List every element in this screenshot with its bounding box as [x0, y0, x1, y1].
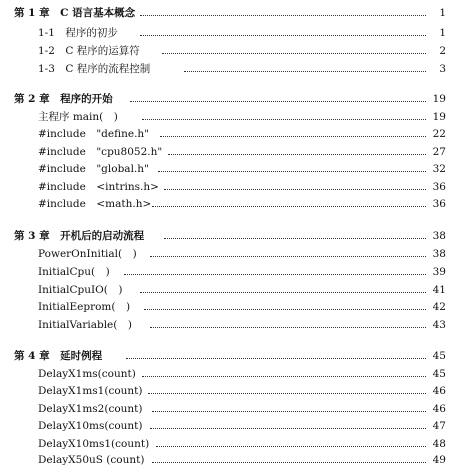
page-number: 36: [432, 198, 446, 210]
page-number: 39: [432, 266, 446, 278]
dot-leader: [158, 171, 426, 172]
entry-title: 1-3 C 程序的流程控制: [38, 63, 151, 75]
dot-leader: [126, 358, 426, 359]
entry-title: DelayX10ms1(count): [38, 438, 150, 450]
dot-leader: [164, 238, 426, 239]
page-number: 32: [432, 163, 446, 175]
entry-title: DelayX1ms2(count): [38, 403, 143, 415]
page-number: 19: [432, 93, 446, 105]
dot-leader: [152, 411, 426, 412]
toc-entry: [0, 401, 464, 417]
toc-entry: [0, 383, 464, 399]
dot-leader: [150, 428, 426, 429]
toc-entry: [0, 452, 464, 468]
dot-leader: [150, 327, 426, 328]
dot-leader: [184, 71, 426, 72]
dot-leader: [160, 136, 426, 137]
toc-entry: [0, 282, 464, 298]
entry-title: PowerOnInitial( ): [38, 248, 137, 260]
toc-entry: [0, 144, 464, 160]
entry-title: #include "define.h": [38, 128, 150, 140]
page-number: 49: [432, 454, 446, 466]
page-number: 38: [432, 230, 446, 242]
dot-leader: [130, 101, 426, 102]
dot-leader: [144, 309, 426, 310]
toc-chapter-1: [0, 5, 464, 21]
dot-leader: [142, 376, 426, 377]
page-number: 1: [439, 27, 446, 39]
toc-entry: [0, 317, 464, 333]
page-number: 2: [439, 45, 446, 57]
entry-title: DelayX50uS (count): [38, 454, 145, 466]
entry-title: 1-2 C 程序的运算符: [38, 45, 140, 57]
page-number: 3: [439, 63, 446, 75]
toc-entry: [0, 25, 464, 41]
page-number: 45: [432, 368, 446, 380]
toc-entry: [0, 196, 464, 212]
dot-leader: [140, 15, 426, 16]
page-number: 42: [432, 301, 446, 313]
entry-title: DelayX1ms1(count): [38, 385, 143, 397]
entry-title: InitialCpu( ): [38, 266, 110, 278]
dot-leader: [150, 256, 426, 257]
toc-chapter-2: [0, 91, 464, 107]
dot-leader: [164, 189, 426, 190]
entry-title: DelayX1ms(count): [38, 368, 136, 380]
toc-entry: [0, 126, 464, 142]
page-number: 1: [439, 7, 446, 19]
entry-title: DelayX10ms(count): [38, 420, 143, 432]
toc-entry: [0, 61, 464, 77]
toc-entry: [0, 161, 464, 177]
dot-leader: [124, 274, 426, 275]
entry-title: #include "global.h": [38, 163, 149, 175]
entry-title: InitialEeprom( ): [38, 301, 131, 313]
chapter-title: 第 2 章 程序的开始: [14, 93, 113, 105]
toc-entry: [0, 109, 464, 125]
page-number: 36: [432, 181, 446, 193]
toc-entry: [0, 366, 464, 382]
chapter-title: 第 1 章 C 语言基本概念: [14, 7, 136, 19]
page-number: 43: [432, 319, 446, 331]
toc-entry: [0, 246, 464, 262]
toc-entry: [0, 43, 464, 59]
toc-chapter-4: [0, 348, 464, 364]
dot-leader: [140, 292, 426, 293]
toc-entry: [0, 418, 464, 434]
dot-leader: [148, 393, 426, 394]
entry-title: #include <math.h>: [38, 198, 152, 210]
page-number: 46: [432, 385, 446, 397]
page-number: 27: [432, 146, 446, 158]
entry-title: InitialVariable( ): [38, 319, 132, 331]
page-number: 22: [432, 128, 446, 140]
toc-entry: [0, 264, 464, 280]
toc-entry: [0, 436, 464, 452]
dot-leader: [142, 119, 426, 120]
toc-entry: [0, 179, 464, 195]
entry-title: #include <intrins.h>: [38, 181, 159, 193]
entry-title: 1-1 程序的初步: [38, 27, 118, 39]
dot-leader: [152, 206, 426, 207]
toc-entry: [0, 299, 464, 315]
entry-title: InitialCpuIO( ): [38, 284, 123, 296]
page-number: 46: [432, 403, 446, 415]
dot-leader: [168, 154, 426, 155]
page-number: 38: [432, 248, 446, 260]
page-number: 48: [432, 438, 446, 450]
page-number: 19: [432, 111, 446, 123]
dot-leader: [156, 446, 426, 447]
chapter-title: 第 3 章 开机后的启动流程: [14, 230, 145, 242]
dot-leader: [162, 53, 426, 54]
page-number: 47: [432, 420, 446, 432]
toc-chapter-3: [0, 228, 464, 244]
dot-leader: [140, 35, 426, 36]
chapter-title: 第 4 章 延时例程: [14, 350, 103, 362]
page-number: 45: [432, 350, 446, 362]
page-number: 41: [432, 284, 446, 296]
entry-title: 主程序 main( ): [38, 111, 118, 123]
entry-title: #include "cpu8052.h": [38, 146, 163, 158]
